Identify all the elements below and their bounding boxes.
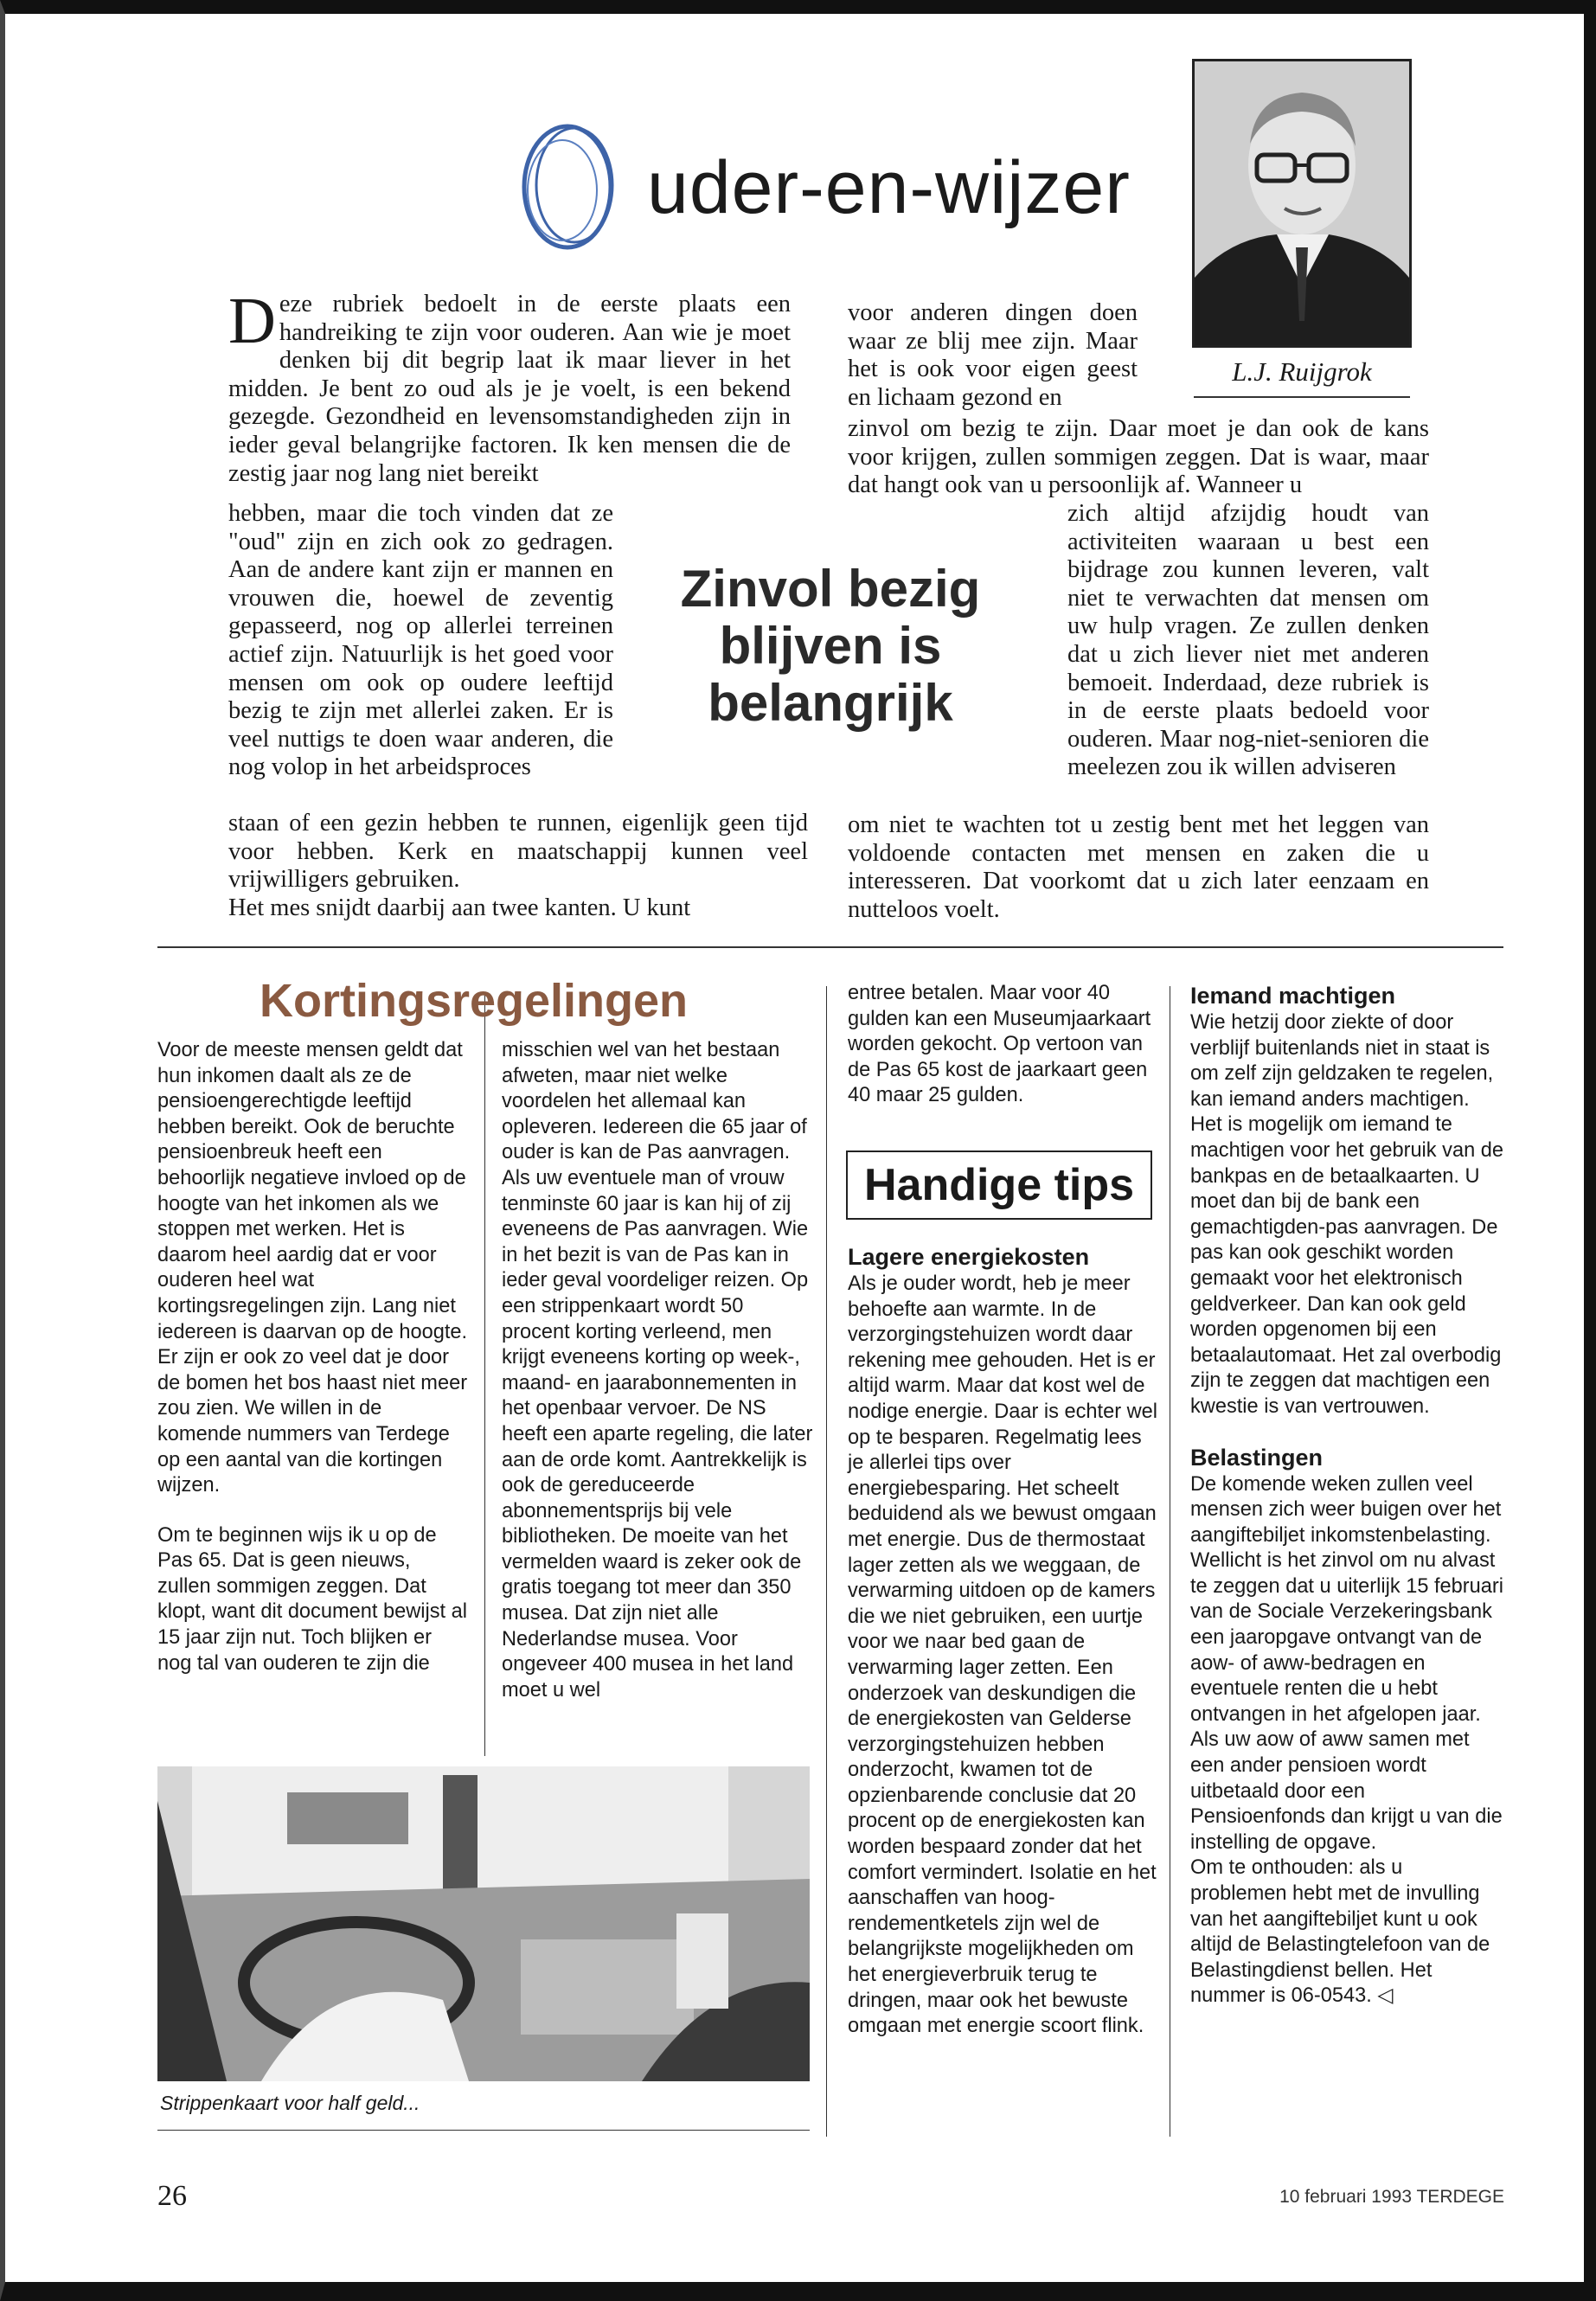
- decorative-o-initial: [510, 112, 631, 260]
- article-text: Als je ouder wordt, heb je meer behoefte aan warmte. In de verzorgingstehuizen wordt daar rekening mee gehouden. Het is er altijd warm. Maar dat kost wel de nodige energie. Daar is echter wel op te besparen. Regelmatig lees je allerlei tips over energiebesparing. Het scheelt beduidend als we bewust omgaan met energie. Dus de thermostaat lager zetten als we weggaan, de verwarming uitdoen op de kamers die we niet gebruiken, een uurtje voor we naar bed gaan de verwarming lager zetten. Een onderzoek van deskundigen die de energiekosten van Gelderse verzorgingstehuizen hebben onderzocht, kwamen tot de opzienbarende conclusie dat 20 procent op de energiekosten kan worden bespaard zonder dat het comfort vermindert. Isolatie en het aanschaffen van hoog-rendementketels zijn wel de belangrijkste mogelijkheden om het energieverbruik terug te dringen, maar ook het bewuste omgaan met energie scoort flink.: [848, 1272, 1158, 2038]
- end-mark-icon: ◁: [1377, 1984, 1394, 2008]
- drop-cap: D: [228, 285, 276, 357]
- tips-col-right: [1190, 981, 1503, 2009]
- article-text: Voor de meeste mensen geldt dat hun inkomen daalt als ze de pensioengerechtigde leeftijd hebben bereikt. Ook de beruchte pensioenbreuk heeft een behoorlijk negatieve invloed op de hoogte van het inkomen als we stoppen met werken. Het is daarom heel aardig dat er voor ouderen heel wat kortingsregelingen zijn. Lang niet iedereen is daarvan op de hoogte. Er zijn er ook zo veel dat je door de bomen het bos haast niet meer zou zien. We willen in de komende nummers van Terdege op een aantal van die kortingen wijzen.: [157, 1039, 468, 1497]
- article-text: entree betalen. Maar voor 40 gulden kan een Museumjaarkaart worden gekocht. Op vertoon van de Pas 65 kost de jaarkaart geen 40 maar 25 gulden.: [848, 982, 1151, 1107]
- page-title: uder-en-wijzer: [647, 146, 1131, 229]
- column-divider: [484, 995, 485, 1756]
- footer-date: 10 februari 1993 TERDEGE: [1279, 2187, 1504, 2207]
- handige-tips-box: Handige tips: [846, 1150, 1152, 1220]
- article-text: Wie hetzij door ziekte of door verblijf buitenlands niet in staat is om zelf zijn geldzaken te regelen, kan iemand anders machtigen. Het is mogelijk om iemand te machtigen voor het gebruik van de bankpas en de betaalkaarten. U moet dan bij de bank een gemachtigden-pas aanvragen. De pas kan ook geschikt worden gemaakt voor het elektronisch geldverkeer. Dan kan ook geld worden opgenomen bij een betaalautomaat. Het zal overbodig zijn te zeggen dat machtigen een kwestie is van vertrouwen.: [1190, 1011, 1503, 1418]
- intro-text: Het mes snijdt daarbij aan twee kanten. U kunt: [228, 894, 691, 921]
- photo-caption: Strippenkaart voor half geld...: [160, 2092, 420, 2114]
- intro-col1-lead: [228, 285, 791, 488]
- intro-text: zich altijd afzijdig houdt van activiteiten waaraan u best een bijdrage zou kunnen leveren, valt niet te verwachten dat mensen om uw hulp vragen. Ze zullen denken dat u zich liever niet met anderen bemoeit. Inderdaad, deze rubriek is in de eerste plaats bedoeld voor ouderen. Maar nog-niet-senioren die meelezen zou ik willen adviseren: [1067, 500, 1429, 781]
- caption-rule: [1194, 396, 1410, 398]
- subhead-machtigen: Iemand machtigen: [1190, 983, 1396, 1009]
- kortingen-col1: [157, 1038, 469, 1676]
- tips-col-energie: [848, 1242, 1159, 2040]
- bottom-rule: [157, 2130, 810, 2131]
- intro-text: staan of een gezin hebben te runnen, eigenlijk geen tijd voor hebben. Kerk en maatschappij kunnen veel vrijwilligers gebruiken.: [228, 810, 808, 894]
- portrait-caption: L.J. Ruijgrok: [1232, 356, 1372, 387]
- intro-text: om niet te wachten tot u zestig bent met het leggen van voldoende contacten met mensen en zaken die u interesseren. Dat voorkomt dat u zich later eenzaam en nutteloos voelt.: [848, 811, 1429, 923]
- intro-text: zinvol om bezig te zijn. Daar moet je dan ook de kans voor krijgen, zullen sommigen zeggen. Dat is waar, maar dat hangt ook van u persoonlijk af. Wanneer u: [848, 415, 1429, 499]
- intro-col1-tail: [228, 810, 808, 922]
- horizontal-divider: [157, 946, 1503, 948]
- bus-driver-illustration: [157, 1766, 810, 2081]
- article-text: Om te beginnen wijs ik u op de Pas 65. Dat is geen nieuws, zullen sommigen zeggen. Dat klopt, want dit document bewijst al 15 jaar zijn nut. Toch blijken er nog tal van ouderen te zijn die: [157, 1523, 468, 1675]
- intro-text: voor anderen dingen doen waar ze blij mee zijn. Maar het is ook voor eigen geest en lichaam gezond en: [848, 299, 1138, 411]
- subhead-belastingen: Belastingen: [1190, 1444, 1324, 1471]
- kortingen-col3: [848, 981, 1157, 1109]
- section-title-kortingen: Kortingsregelingen: [260, 975, 689, 1027]
- subhead-energie: Lagere energiekosten: [848, 1244, 1090, 1270]
- pull-quote: Zinvol bezig blijven is belangrijk: [680, 560, 981, 732]
- page-number: 26: [157, 2180, 187, 2212]
- intro-text: hebben, maar die toch vinden dat ze "oud" zijn en zich ook zo gedragen. Aan de andere kant zijn er mannen en vrouwen die, hoewel de zeventig gepasseerd, nog op allerlei terreinen actief zijn. Natuurlijk is het goed voor mensen om ook op oudere leeftijd bezig te zijn met allerlei zaken. Er is veel nuttigs te doen waar anderen, die nog volop in het arbeidsproces: [228, 500, 613, 781]
- portrait-illustration: [1195, 61, 1409, 345]
- article-text: Om te onthouden: als u problemen hebt met de invulling van het aangiftebiljet kunt u ook altijd de Belastingtelefoon van de Belastingdienst bellen. Het nummer is 06-0543.: [1190, 1856, 1490, 2008]
- intro-col2-top: [848, 299, 1138, 412]
- intro-col1-narrow: [228, 500, 613, 782]
- column-divider: [826, 986, 827, 2137]
- kortingen-col2: [502, 1038, 813, 1703]
- article-text: misschien wel van het bestaan afweten, maar niet welke voordelen het allemaal kan opleveren. Iedereen die 65 jaar of ouder is kan de Pas aanvragen. Als uw eventuele man of vrouw tenminste 60 jaar is kan hij of zij eveneens de Pas aanvragen. Wie in het bezit is van de Pas kan in ieder geval voordeliger reizen. Op een strippenkaart wordt 50 procent korting verleend, men krijgt eveneens korting op week-, maand- en jaarabonnementen in het openbaar vervoer. De NS heeft een aparte regeling, die later aan de orde komt. Aantrekkelijk is ook de gereduceerde abonnementsprijs bij vele bibliotheken. De moeite van het vermelden waard is zeker ook de gratis toegang tot meer dan 350 musea. Dat zijn niet alle Nederlandse musea. Voor ongeveer 400 musea in het land moet u wel: [502, 1039, 813, 1702]
- bus-photo: [157, 1766, 810, 2081]
- intro-col2-narrow: [1067, 500, 1429, 782]
- intro-col2-tail: [848, 811, 1429, 924]
- article-text: De komende weken zullen veel mensen zich weer buigen over het aangiftebiljet inkomstenbelasting. Wellicht is het zinvol om nu alvast te zeggen dat u uiterlijk 15 februari van de Sociale Verzekeringsbank een jaaropgave ontvangt van de aow- of aww-bedragen en eventuele renten die u hebt ontvangen in het afgelopen jaar. Als uw aow of aww samen met een ander pensioen wordt uitbetaald door een Pensioenfonds dan krijgt u van die instelling de opgave.: [1190, 1472, 1503, 1854]
- author-portrait: [1192, 59, 1412, 348]
- intro-text: eze rubriek bedoelt in de eerste plaats een handreiking te zijn voor ouderen. Aan wie je moet denken bij dit begrip laat ik maar liever in het midden. Je bent zo oud als je je voelt, is een bekend gezegde. Gezondheid en levensomstandigheden zijn in ieder geval belangrijke factoren. Ik ken mensen die de zestig jaar nog lang niet bereikt: [228, 291, 791, 487]
- intro-col2-mid: [848, 415, 1429, 500]
